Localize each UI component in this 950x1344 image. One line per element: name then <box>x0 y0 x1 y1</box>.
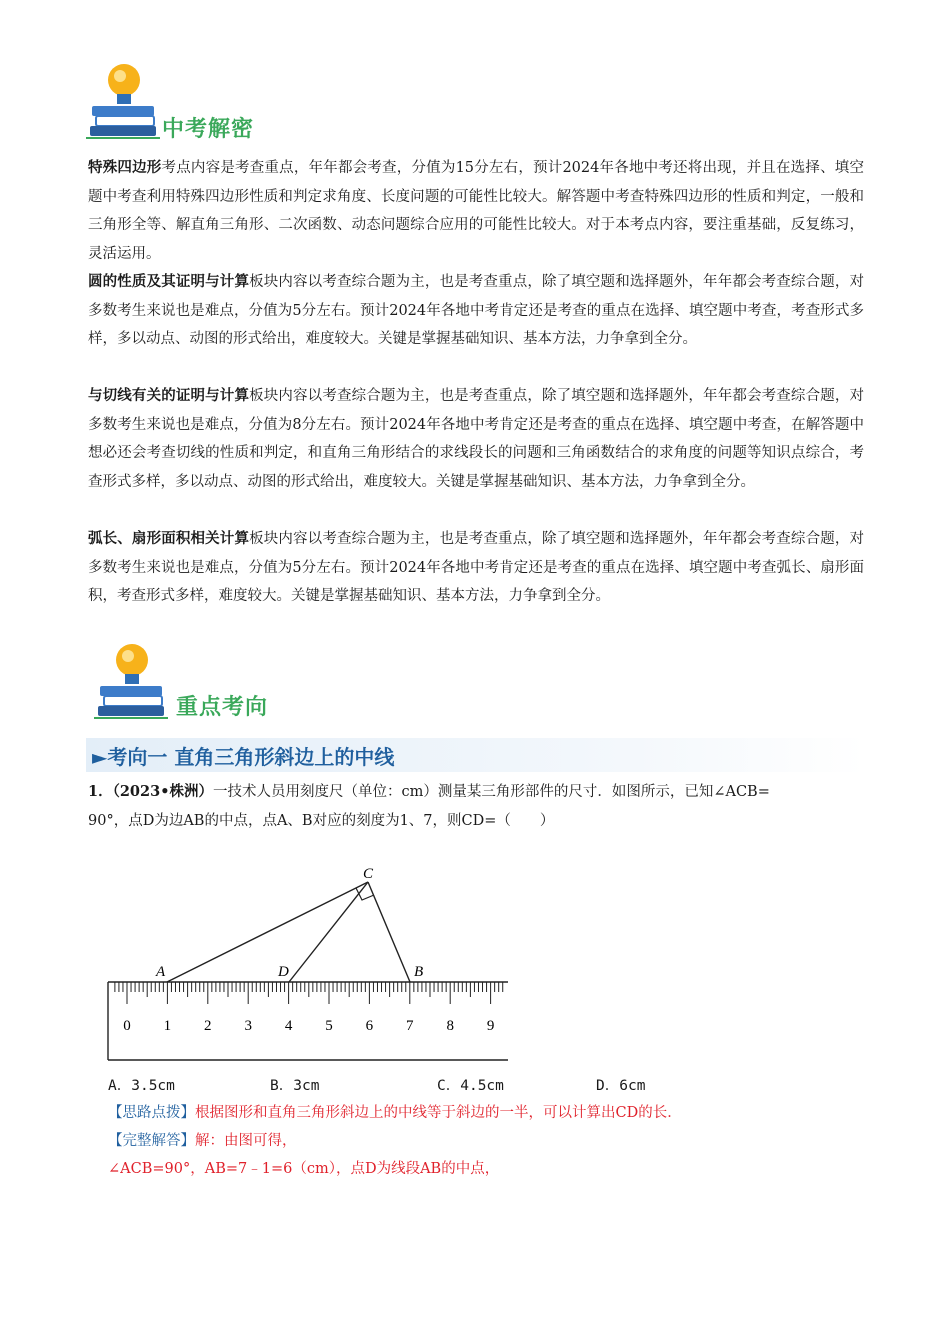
segment-AC <box>167 882 368 982</box>
topic-name: 特殊四边形 <box>88 159 162 176</box>
answer-line-2: ∠ACB=90°，AB=7﹣1=6（cm），点D为线段AB的中点， <box>108 1161 500 1177</box>
point-label-C: C <box>363 866 374 882</box>
intro-paragraph <box>88 154 864 268</box>
ruler-ticks <box>115 982 503 1004</box>
segment-DC <box>289 882 368 982</box>
answer-line <box>108 1127 297 1155</box>
point-label-A: A <box>156 964 166 980</box>
paragraph-text: 板块内容以考查综合题为主，也是考查重点，除了填空题和选择题外，年年都会考查综合题，对多数考生来说也是难点，分值为8分左右。预计2024年各地中考肯定还是考查的重点在选择、填空题中考查，在解答题中想必还会考查切线的性质和判定，和直角三角形结合的求线段长的问题和三角函数结合的求角度的问题等知识点综合，考查形式多样，多以动点、动图的形式给出，难度较大。关键是掌握基础知识、基本方法，力争拿到全分。 <box>88 388 865 490</box>
hint-text: 根据图形和直角三角形斜边上的中线等于斜边的一半，可以计算出CD的长． <box>195 1105 682 1121</box>
section-header-title: 中考解密 <box>162 117 255 142</box>
header-badge-2 <box>94 640 294 730</box>
paragraph-text: 板块内容以考查综合题为主，也是考查重点，除了填空题和选择题外，年年都会考查综合题，对多数考生来说也是难点，分值为5分左右。预计2024年各地中考肯定还是考查的重点在选择、填空题中考查，考查形式多样，多以动点、动图的形式给出，难度较大。关键是掌握基础知识、基本方法，力争拿到全分。 <box>88 274 865 348</box>
ruler-tick-label: 1 <box>163 1018 172 1034</box>
option-a[interactable]: A．3.5cm <box>108 1078 175 1094</box>
section-header-title: 重点考向 <box>176 695 269 720</box>
hint-line <box>108 1099 682 1127</box>
lightbulb-books-icon <box>86 60 166 144</box>
ruler-tick-labels <box>123 1018 494 1034</box>
ruler-tick-label: 2 <box>204 1018 212 1034</box>
segment-CB <box>368 882 410 982</box>
question-number: 1． <box>88 783 113 800</box>
hint-tag: 【思路点拨】 <box>108 1105 195 1121</box>
option-c[interactable]: C．4.5cm <box>437 1078 504 1094</box>
ruler-triangle-figure <box>100 858 520 1068</box>
point-label-D: D <box>278 964 289 980</box>
ruler-tick-label: 6 <box>365 1018 374 1034</box>
lightbulb-books-icon <box>94 640 174 724</box>
question-line: 90°，点D为边AB的中点，点A、B对应的刻度为1、7，则CD=（ ） <box>88 813 555 829</box>
ruler-tick-label: 5 <box>325 1018 333 1034</box>
intro-paragraph <box>88 382 864 496</box>
paragraph-text: 板块内容以考查综合题为主，也是考查重点，除了填空题和选择题外，年年都会考查综合题，对多数考生来说也是难点，分值为5分左右。预计2024年各地中考肯定还是考查的重点在选择、填空题中考查弧长、扇形面积，考查形式多样，难度较大。关键是掌握基础知识、基本方法，力争拿到全分。 <box>88 531 865 605</box>
ruler-tick-label: 4 <box>284 1018 293 1034</box>
topic-section-title: ►考向一 直角三角形斜边上的中线 <box>92 745 395 769</box>
topic-name: 弧长、扇形面积相关计算 <box>88 530 250 547</box>
ruler-tick-label: 8 <box>446 1018 454 1034</box>
topic-section-bar <box>86 738 866 772</box>
intro-paragraph <box>88 525 864 611</box>
question-text <box>88 777 868 836</box>
question-line: 一技术人员用刻度尺（单位：cm）测量某三角形部件的尺寸．如图所示，已知∠ACB= <box>212 784 770 800</box>
topic-name: 圆的性质及其证明与计算 <box>88 273 250 290</box>
answer-tag: 【完整解答】 <box>108 1133 195 1149</box>
ruler-tick-label: 9 <box>486 1018 495 1034</box>
option-b[interactable]: B．3cm <box>270 1078 320 1094</box>
intro-paragraph <box>88 268 864 354</box>
paragraph-text: 考点内容是考查重点，年年都会考查，分值为15分左右，预计2024年各地中考还将出现，并且在选择、填空题中考查利用特殊四边形性质和判定求角度、长度问题的可能性比较大。解答题中考查特殊四边形的性质和判定，一般和三角形全等、解直角三角形、二次函数、动态问题综合应用的可能性比较大。对于本考点内容，要注重基础，反复练习，灵活运用。 <box>88 160 864 262</box>
point-label-B: B <box>414 964 424 980</box>
topic-name: 与切线有关的证明与计算 <box>88 387 250 404</box>
ruler-tick-label: 0 <box>123 1018 131 1034</box>
answer-text: 解：由图可得， <box>195 1133 297 1149</box>
question-source: （2023•株洲） <box>112 783 213 800</box>
option-d[interactable]: D．6cm <box>596 1078 646 1094</box>
header-badge-1 <box>86 60 286 150</box>
ruler-tick-label: 3 <box>244 1018 252 1034</box>
ruler-tick-label: 7 <box>406 1018 414 1034</box>
